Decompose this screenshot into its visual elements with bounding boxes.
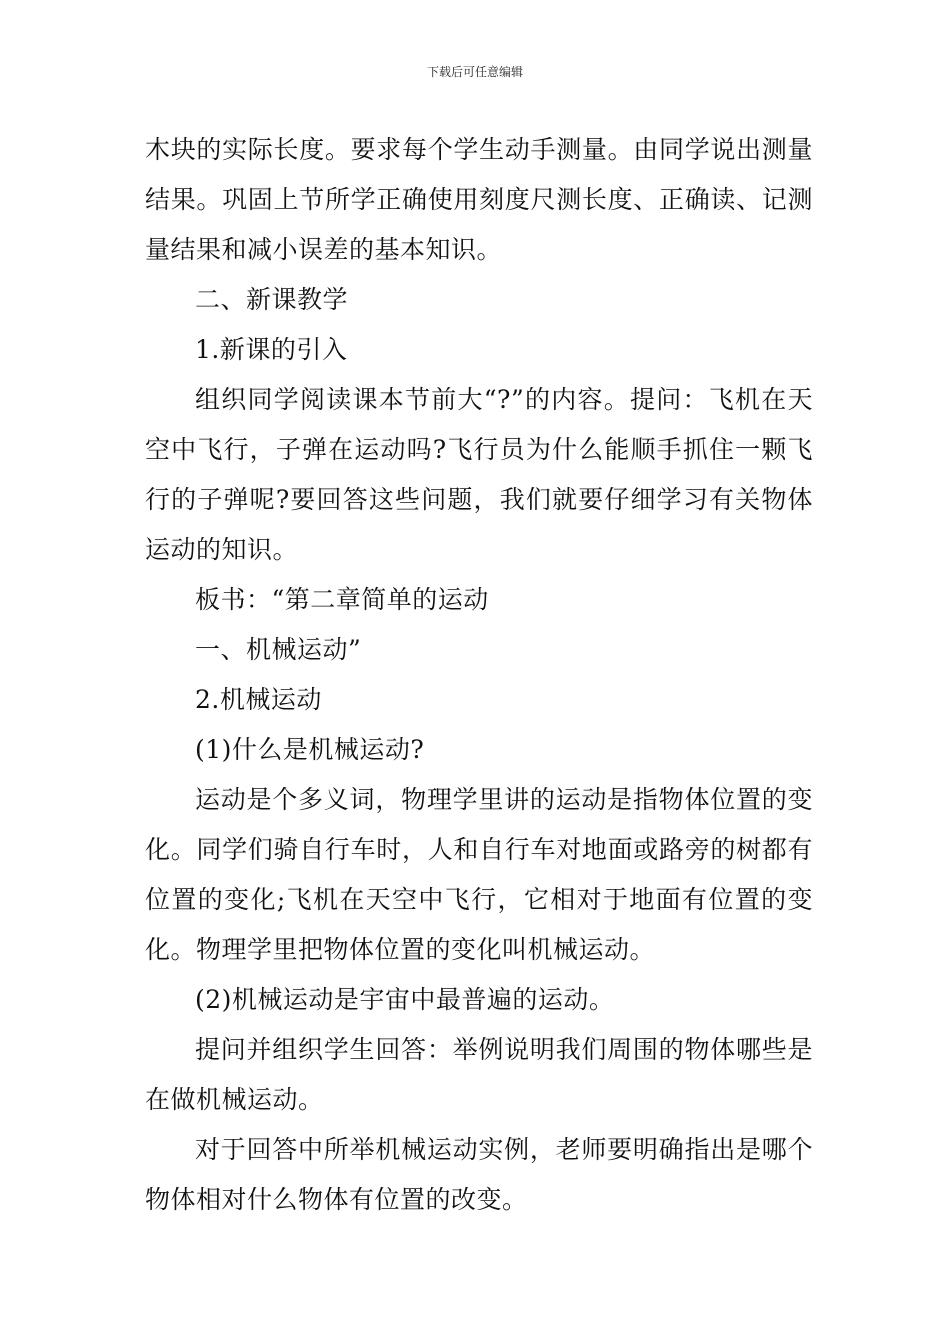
heading-mechanical-motion: 2.机械运动 xyxy=(195,685,322,714)
heading-new-lesson: 二、新课教学 xyxy=(195,285,349,314)
paragraph-blackboard-section: 一、机械运动” xyxy=(195,635,362,664)
paragraph-measurement-review: 木块的实际长度。要求每个学生动手测量。由同学说出测量结果。巩固上节所学正确使用刻度尺测长度、正确读、记测量结果和减小误差的基本知识。 xyxy=(145,135,813,264)
paragraph-intro-question: 组织同学阅读课本节前大“?”的内容。提问：飞机在天空中飞行，子弹在运动吗?飞行员为什么能顺手抓住一颗飞行的子弹呢?要回答这些问题，我们就要仔细学习有关物体运动的知识。 xyxy=(145,385,813,564)
paragraph-teacher-note: 对于回答中所举机械运动实例，老师要明确指出是哪个物体相对什么物体有位置的改变。 xyxy=(145,1135,813,1214)
subheading-what-is-motion: (1)什么是机械运动? xyxy=(195,735,425,764)
paragraph-blackboard-chapter: 板书：“第二章简单的运动 xyxy=(195,585,489,614)
heading-lesson-intro: 1.新课的引入 xyxy=(195,335,348,364)
paragraph-student-examples: 提问并组织学生回答：举例说明我们周围的物体哪些是在做机械运动。 xyxy=(145,1035,813,1114)
paragraph-motion-definition: 运动是个多义词，物理学里讲的运动是指物体位置的变化。同学们骑自行车时，人和自行车对地面或路旁的树都有位置的变化;飞机在天空中飞行，它相对于地面有位置的变化。物理学里把物体位置的变化叫机械运动。 xyxy=(145,785,813,964)
page-header-note: 下载后可任意编辑 xyxy=(426,65,523,79)
document-body xyxy=(145,125,813,1225)
subheading-universal-motion: (2)机械运动是宇宙中最普遍的运动。 xyxy=(195,985,615,1014)
